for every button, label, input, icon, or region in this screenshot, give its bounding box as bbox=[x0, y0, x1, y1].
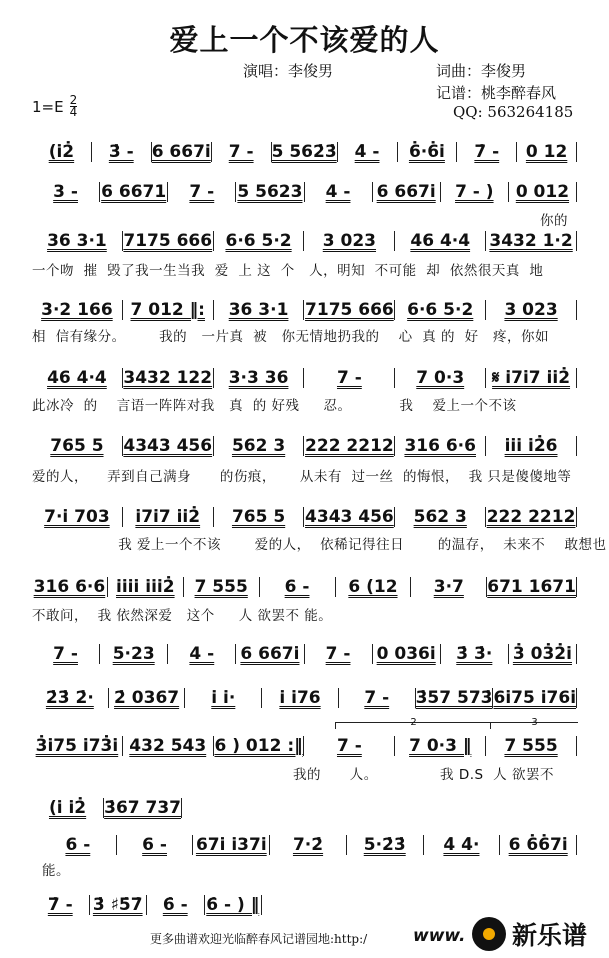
measure: 3 023 bbox=[322, 231, 377, 251]
notation-line bbox=[32, 577, 577, 597]
measure: i̇7i̇7 i̇i̇2̇ bbox=[135, 507, 201, 527]
notation-line bbox=[32, 895, 262, 915]
measure: 3432 1·2 bbox=[489, 231, 573, 251]
measure: 7̇ - bbox=[474, 142, 500, 162]
notation-line bbox=[32, 688, 577, 708]
measure: 4̇ 4̇· bbox=[443, 835, 480, 855]
measure: 2̇ 0367 bbox=[114, 688, 180, 708]
measure: 7̇ - bbox=[47, 895, 73, 915]
measure: 4343 456 bbox=[123, 436, 213, 456]
measure: 7·i̇ 703 bbox=[44, 507, 110, 527]
measure: 671 1671 bbox=[487, 577, 576, 597]
measure: (i̇ i̇2̇ bbox=[48, 798, 87, 818]
measure: 562 3 bbox=[413, 507, 467, 527]
measure: 0 012 bbox=[515, 182, 570, 202]
time-top: 2 bbox=[69, 93, 78, 107]
measure: 7 - bbox=[228, 142, 254, 162]
measure: 6·6 5·2 bbox=[407, 300, 474, 320]
measure: 6̇ - bbox=[162, 895, 188, 915]
measure: 3̇ - bbox=[108, 142, 134, 162]
lyrics-line: 相 信有缘分。 我的 一片真 被 你无情地扔我的 心 真 的 好 疼，你如 bbox=[32, 329, 549, 345]
measure: 765 5 bbox=[50, 436, 104, 456]
measure: 6 - bbox=[142, 835, 167, 855]
measure: 3·2 166 bbox=[41, 300, 113, 320]
barline bbox=[576, 231, 577, 251]
notation-line bbox=[32, 231, 577, 251]
measure: 7 012 ‖: bbox=[130, 300, 205, 320]
measure: 222 2212 bbox=[305, 436, 394, 456]
measure: 7 - bbox=[336, 736, 362, 756]
measure: 3̇ 3̇· bbox=[456, 644, 493, 664]
measure: 222 2212 bbox=[486, 507, 576, 527]
barline bbox=[576, 142, 577, 162]
measure: 316 6·6 bbox=[404, 436, 476, 456]
measure: i̇i̇i̇i̇ i̇i̇i̇2̇ bbox=[116, 577, 175, 597]
measure: 3·3 36 bbox=[228, 368, 289, 388]
barline bbox=[576, 436, 577, 456]
song-title: 爱上一个不该爱的人 bbox=[169, 23, 440, 57]
lyrics-line: 你的 bbox=[540, 213, 568, 229]
measure: 3̇ ♯5̇7̇ bbox=[92, 895, 143, 915]
notation-line bbox=[32, 736, 577, 756]
measure: 7 - ) bbox=[455, 182, 494, 202]
barline bbox=[576, 182, 577, 202]
measure: 7175 666 bbox=[123, 231, 213, 251]
composer: 词曲：李俊男 bbox=[436, 62, 527, 80]
measure: 36 3·1 bbox=[228, 300, 289, 320]
measure: 6 - bbox=[284, 577, 310, 597]
measure: 3̇57 573̇ bbox=[415, 688, 493, 708]
measure: 6 (12 bbox=[348, 577, 398, 597]
measure: 3̇i̇75 i̇73̇i̇ bbox=[35, 736, 119, 756]
measure: 7 - bbox=[336, 368, 362, 388]
site-logo bbox=[472, 910, 609, 958]
measure: 6 667i̇ bbox=[151, 142, 211, 162]
lyrics-line: 我的 人。 我 D.S 人 欲罢不 bbox=[293, 767, 554, 783]
measure: 765 5 bbox=[231, 507, 286, 527]
footer-text: 更多曲谱欢迎光临醉春风记谱园地:http:/ bbox=[150, 932, 368, 946]
measure: 4343 456 bbox=[305, 507, 394, 527]
lyrics-line: 一个吻 摧 毁了我一生当我 爱 上 这 个 人，明知 不可能 却 依然很天真 地 bbox=[32, 263, 544, 279]
time-signature bbox=[70, 95, 78, 118]
measure: 6 667i̇ bbox=[240, 644, 300, 664]
measure: i̇ i̇76 bbox=[279, 688, 321, 708]
lyrics-line: 爱的人， 弄到自己满身 的伤痕， 从未有 过一丝 的悔恨， 我 只是傻傻地等 bbox=[32, 469, 572, 485]
logo-text: 新乐谱 bbox=[512, 921, 588, 950]
measure: i̇ i̇· bbox=[211, 688, 236, 708]
volta-bracket: 3 bbox=[490, 722, 578, 729]
transcriber: 记谱：桃李醉春风 bbox=[436, 84, 557, 102]
barline bbox=[576, 644, 577, 664]
measure: (i̇2̇ bbox=[48, 142, 75, 162]
notation-line bbox=[40, 835, 577, 855]
measure: 3̇67 737 bbox=[104, 798, 181, 818]
measure: 6 6̇6̇7i̇ bbox=[508, 835, 568, 855]
record-disc-icon bbox=[472, 917, 506, 951]
measure: 7 - bbox=[364, 688, 390, 708]
barline bbox=[261, 895, 262, 915]
measure: 6̇·6̇i̇ bbox=[408, 142, 445, 162]
measure: 3̇ 03̇2̇i̇ bbox=[512, 644, 572, 664]
lyrics-line: 能。 bbox=[42, 863, 70, 879]
measure: 7175 666 bbox=[305, 300, 394, 320]
measure: 3 - bbox=[53, 182, 78, 202]
measure: 7 - bbox=[53, 644, 78, 664]
measure: 7 555 bbox=[194, 577, 248, 597]
measure: 67i̇ i̇37i̇ bbox=[195, 835, 267, 855]
measure: 7 0·3 ‖ bbox=[409, 736, 472, 756]
measure: 6 - bbox=[65, 835, 91, 855]
measure: 7 555 bbox=[504, 736, 558, 756]
volta-bracket: 2 bbox=[335, 722, 491, 729]
measure: 0 12 bbox=[525, 142, 568, 162]
barline bbox=[576, 736, 577, 756]
measure: 316 6·6 bbox=[33, 577, 106, 597]
measure: 2̇3̇ 2̇· bbox=[45, 688, 94, 708]
notation-line bbox=[32, 798, 182, 818]
key-signature bbox=[32, 95, 77, 118]
measure: 4̇ - bbox=[354, 142, 380, 162]
measure: 5 562̇3̇ bbox=[271, 142, 337, 162]
notation-line bbox=[32, 436, 577, 456]
measure: 5 5623 bbox=[237, 182, 303, 202]
time-bottom: 4 bbox=[69, 105, 78, 119]
measure: 7 - bbox=[325, 644, 351, 664]
lyrics-line: 我 爱上一个不该 爱的人， 依稀记得往日 的温存， 未来不 敢想也 bbox=[32, 537, 607, 553]
barline bbox=[576, 368, 577, 388]
measure: 0 036i̇ bbox=[376, 644, 436, 664]
measure: 36 3·1 bbox=[47, 231, 107, 251]
measure: 7 - bbox=[189, 182, 215, 202]
measure: 5·23 bbox=[112, 644, 155, 664]
lyrics-line: 此冰冷 的 言语一阵阵对我 真 的 好残 忍。 我 爱上一个不该 bbox=[32, 398, 517, 414]
measure: 4 - bbox=[189, 644, 215, 664]
measure: 432 543 bbox=[129, 736, 207, 756]
barline bbox=[576, 577, 577, 597]
notation-line bbox=[32, 182, 577, 202]
measure: 𝄋 i̇7i̇7 i̇i̇2̇ bbox=[492, 368, 571, 388]
measure: 7·2̇ bbox=[292, 835, 324, 855]
barline bbox=[576, 507, 577, 527]
measure: 3432 122 bbox=[123, 368, 213, 388]
measure: i̇i̇i̇ i̇2̇6 bbox=[504, 436, 558, 456]
barline bbox=[576, 300, 577, 320]
measure: 6·6 5·2 bbox=[225, 231, 292, 251]
footer-www: www. bbox=[413, 926, 466, 946]
measure: 5·2̇3̇ bbox=[363, 835, 406, 855]
singer: 演唱：李俊男 bbox=[243, 62, 334, 80]
barline bbox=[181, 798, 182, 818]
lyrics-line: 不敢问， 我 依然深爱 这个 人 欲罢不 能。 bbox=[32, 608, 333, 624]
measure: 3·7 bbox=[433, 577, 464, 597]
key: 1=E bbox=[32, 97, 64, 116]
barline bbox=[576, 835, 577, 855]
measure: 4 - bbox=[325, 182, 351, 202]
measure: 6i̇75 i̇76i̇ bbox=[493, 688, 577, 708]
measure: 6 6671 bbox=[101, 182, 167, 202]
measure: 6̇ - ) ‖ bbox=[206, 895, 260, 915]
notation-line bbox=[32, 142, 577, 162]
measure: 6 ) 012 :‖ bbox=[214, 736, 303, 756]
measure: 46 4·4 bbox=[47, 368, 107, 388]
measure: 3 023 bbox=[504, 300, 558, 320]
notation-line bbox=[32, 300, 577, 320]
notation-line bbox=[32, 644, 577, 664]
notation-line bbox=[32, 368, 577, 388]
measure: 7 0·3 bbox=[416, 368, 465, 388]
notation-line bbox=[32, 507, 577, 527]
measure: 6 667i̇ bbox=[376, 182, 436, 202]
measure: 46 4·4 bbox=[410, 231, 471, 251]
barline bbox=[576, 688, 577, 708]
measure: 562 3 bbox=[231, 436, 286, 456]
qq-number: QQ: 563264185 bbox=[453, 103, 574, 121]
